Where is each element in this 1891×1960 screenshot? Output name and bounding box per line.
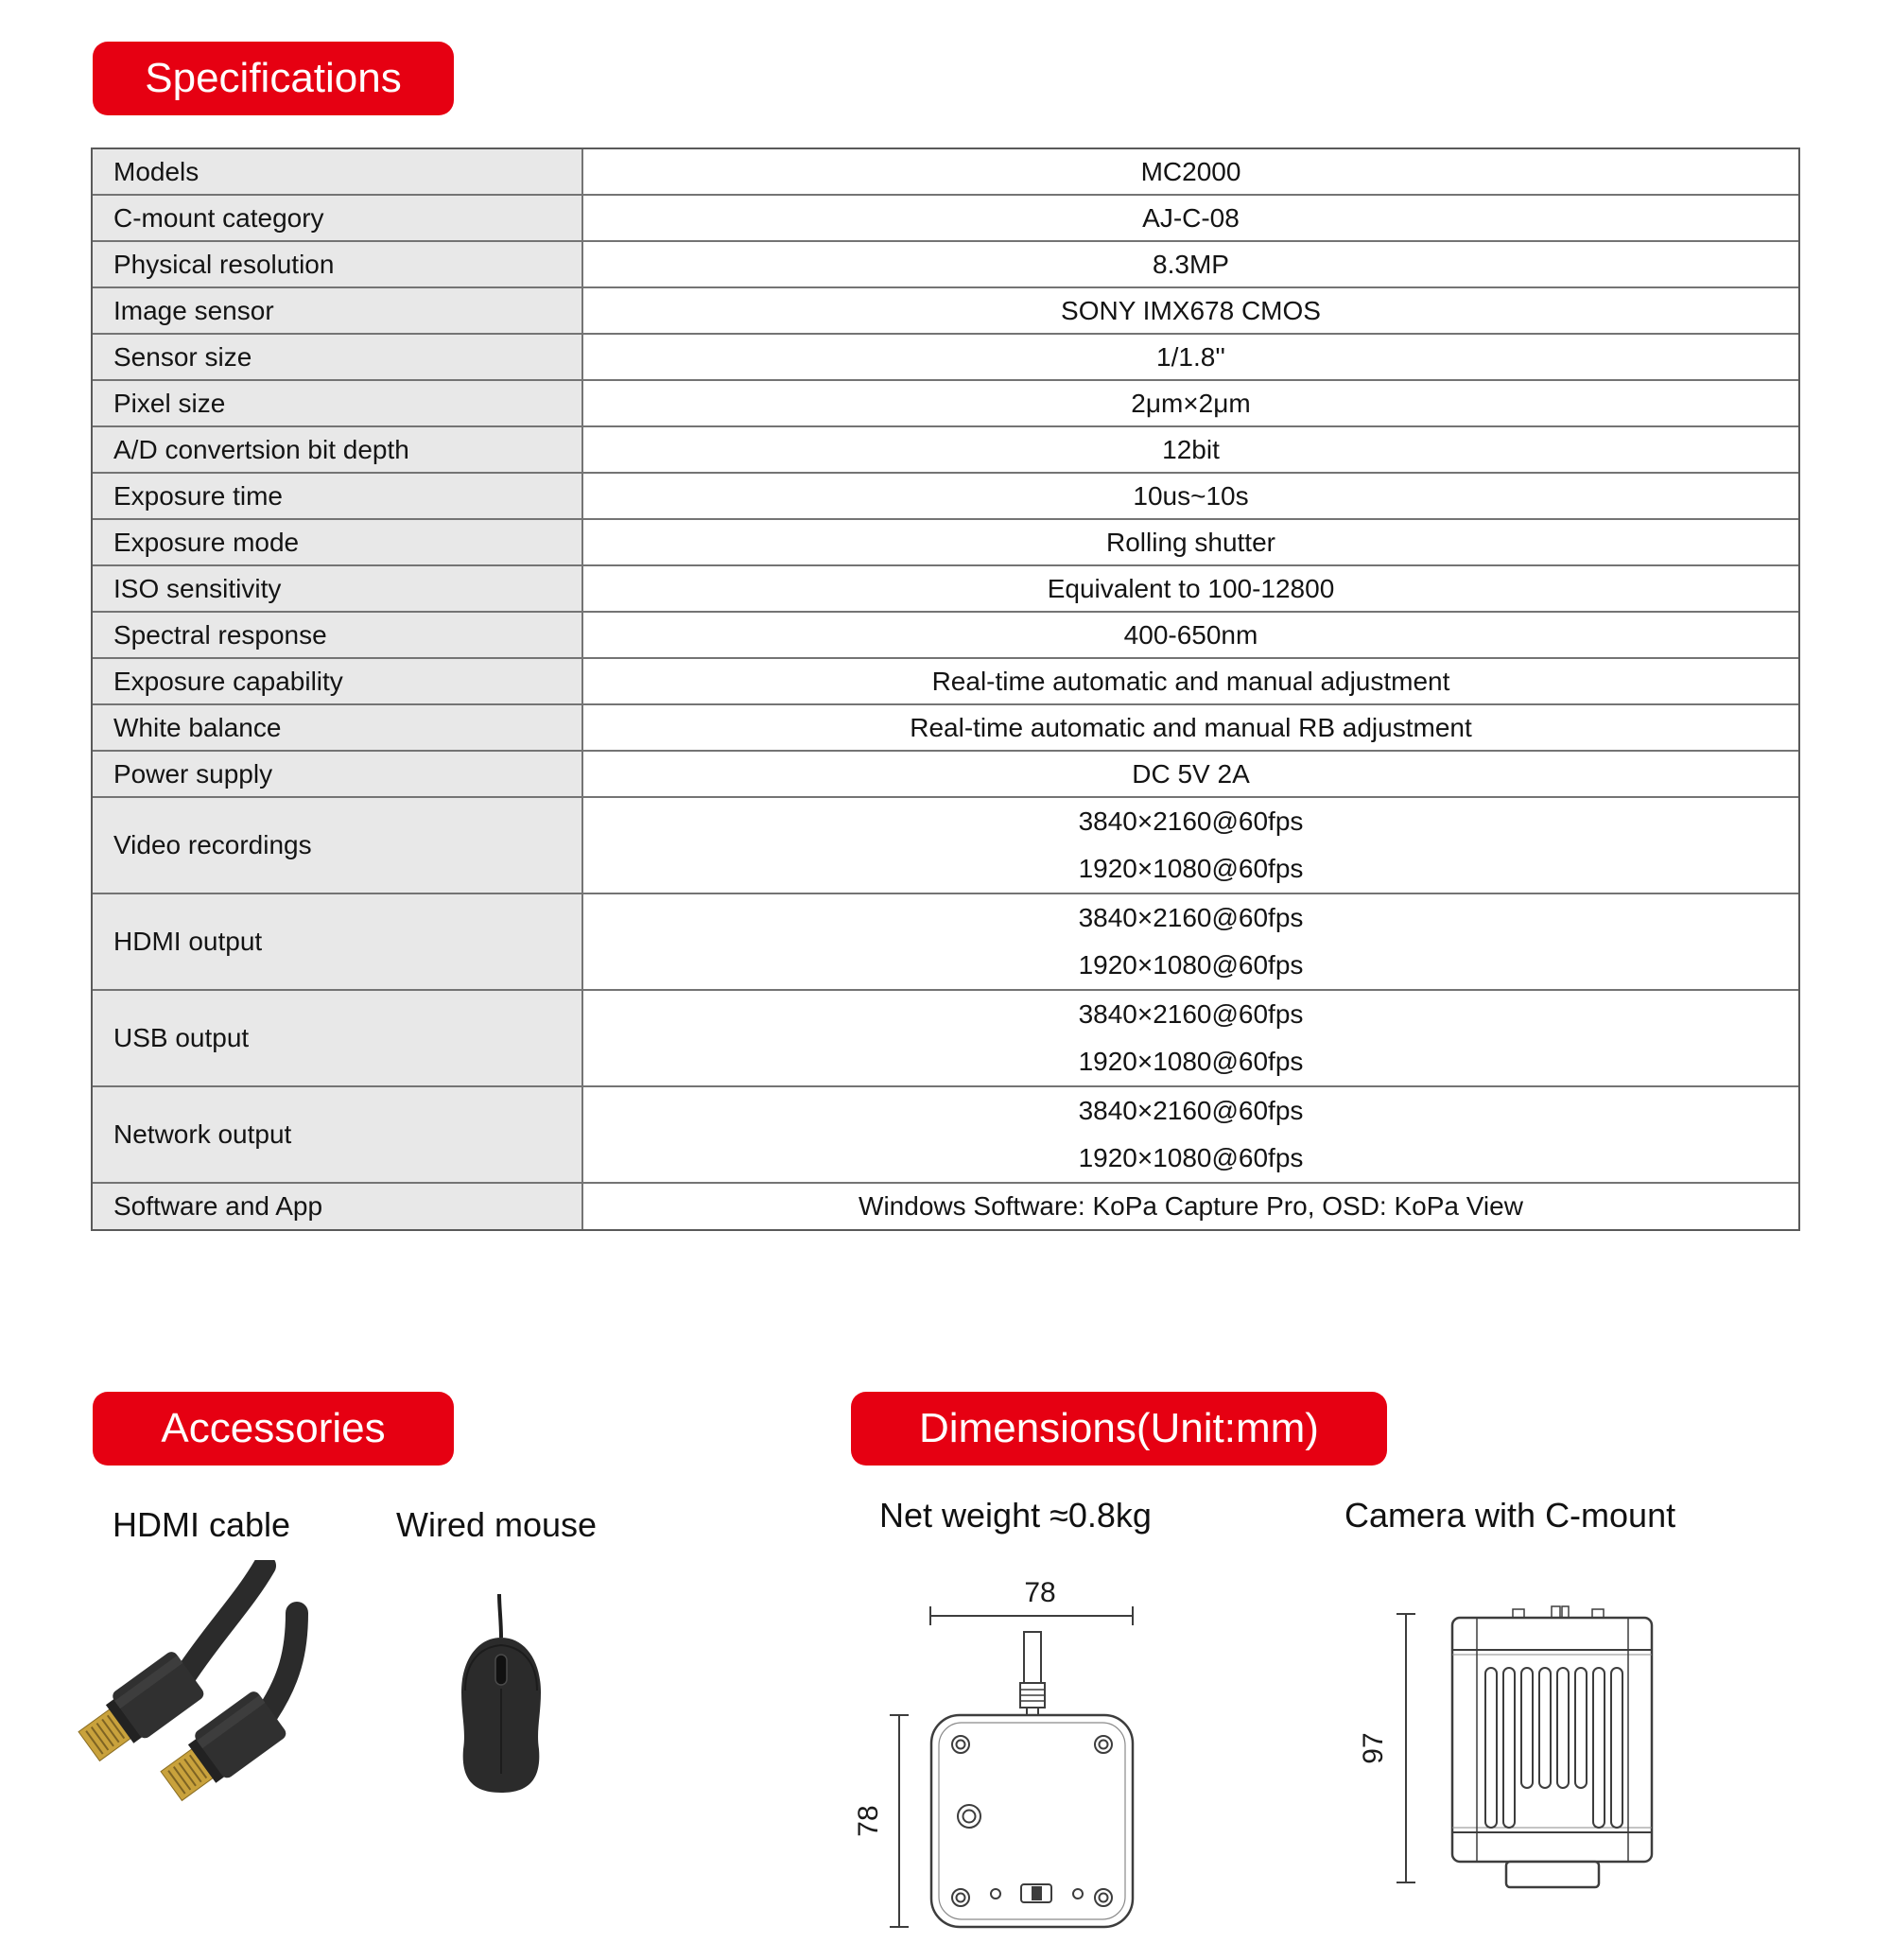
spec-value-line: Real-time automatic and manual RB adjustment [910, 712, 1472, 742]
spec-value [583, 894, 1798, 989]
spec-value [583, 474, 1798, 518]
spec-row [93, 474, 1798, 520]
spec-row [93, 894, 1798, 991]
spec-label: HDMI output [93, 894, 583, 989]
hdmi-cable-image [76, 1560, 312, 1806]
spec-value [583, 705, 1798, 750]
specifications-table [91, 147, 1800, 1231]
spec-value-line: Windows Software: KoPa Capture Pro, OSD: KoPa View [859, 1191, 1523, 1221]
spec-value-line: 1920×1080@60fps [1078, 1047, 1304, 1076]
spec-row [93, 705, 1798, 752]
spec-value [583, 798, 1798, 893]
spec-value-line: 1/1.8'' [1156, 341, 1225, 372]
spec-label: Exposure mode [93, 520, 583, 564]
spec-value [583, 149, 1798, 194]
camera-side-view-drawing [1352, 1560, 1664, 1938]
spec-value [583, 566, 1798, 611]
spec-label: USB output [93, 991, 583, 1085]
spec-value [583, 752, 1798, 796]
spec-row [93, 196, 1798, 242]
spec-label: Exposure time [93, 474, 583, 518]
spec-value [583, 613, 1798, 657]
spec-row [93, 798, 1798, 894]
spec-label: Pixel size [93, 381, 583, 425]
top-view-width-dim: 78 [1024, 1577, 1056, 1608]
dimensions-section-title: Dimensions(Unit:mm) [851, 1392, 1387, 1466]
accessories-section-title: Accessories [93, 1392, 454, 1466]
spec-label: Models [93, 149, 583, 194]
spec-value-line: 3840×2160@60fps [1078, 1096, 1304, 1125]
spec-value-line: 3840×2160@60fps [1078, 807, 1304, 836]
spec-value [583, 991, 1798, 1085]
spec-value [583, 427, 1798, 472]
spec-value-line: AJ-C-08 [1142, 202, 1240, 233]
spec-label: White balance [93, 705, 583, 750]
spec-value-line: Real-time automatic and manual adjustment [931, 666, 1450, 696]
spec-label: Spectral response [93, 613, 583, 657]
spec-value-line: 400-650nm [1123, 619, 1258, 650]
spec-value-line: 1920×1080@60fps [1078, 854, 1304, 883]
spec-value [583, 335, 1798, 379]
top-view-height-dim: 78 [853, 1805, 884, 1837]
spec-label: C-mount category [93, 196, 583, 240]
spec-value-line: MC2000 [1140, 156, 1241, 186]
spec-value [583, 659, 1798, 703]
camera-with-cmount-label: Camera with C-mount [1345, 1496, 1676, 1535]
spec-value [583, 1087, 1798, 1182]
spec-value-line: 2μm×2μm [1131, 388, 1251, 418]
spec-label: Exposure capability [93, 659, 583, 703]
spec-value-line: 1920×1080@60fps [1078, 950, 1304, 980]
side-view-height-dim: 97 [1358, 1732, 1389, 1764]
spec-label: Network output [93, 1087, 583, 1182]
spec-row [93, 1087, 1798, 1184]
spec-label: Software and App [93, 1184, 583, 1229]
spec-value-line: 12bit [1162, 434, 1220, 464]
spec-row [93, 149, 1798, 196]
spec-value [583, 381, 1798, 425]
spec-row [93, 566, 1798, 613]
spec-row [93, 991, 1798, 1087]
mouse-scroll-wheel [495, 1655, 507, 1685]
spec-label: Sensor size [93, 335, 583, 379]
spec-label: Image sensor [93, 288, 583, 333]
spec-row [93, 288, 1798, 335]
spec-value [583, 288, 1798, 333]
spec-row [93, 427, 1798, 474]
spec-value-line: 8.3MP [1153, 249, 1229, 279]
spec-value-line: DC 5V 2A [1132, 758, 1250, 789]
spec-row [93, 1184, 1798, 1229]
wired-mouse-image [444, 1574, 558, 1806]
spec-value-line: Rolling shutter [1106, 527, 1275, 557]
spec-value-line: 1920×1080@60fps [1078, 1143, 1304, 1172]
spec-label: A/D convertsion bit depth [93, 427, 583, 472]
specifications-section-title: Specifications [93, 42, 454, 115]
spec-label: Video recordings [93, 798, 583, 893]
spec-value-line: SONY IMX678 CMOS [1061, 295, 1321, 325]
spec-row [93, 335, 1798, 381]
spec-value-line: Equivalent to 100-12800 [1047, 573, 1335, 603]
spec-row [93, 242, 1798, 288]
spec-row [93, 752, 1798, 798]
wired-mouse-label: Wired mouse [396, 1505, 598, 1544]
spec-label: Physical resolution [93, 242, 583, 286]
spec-row [93, 613, 1798, 659]
spec-value [583, 520, 1798, 564]
spec-value-line: 3840×2160@60fps [1078, 903, 1304, 932]
spec-value-line: 3840×2160@60fps [1078, 999, 1304, 1029]
hdmi-cable-label: HDMI cable [113, 1505, 291, 1544]
spec-label: Power supply [93, 752, 583, 796]
spec-row [93, 381, 1798, 427]
spec-row [93, 659, 1798, 705]
net-weight-label: Net weight ≈0.8kg [879, 1496, 1152, 1535]
spec-value [583, 242, 1798, 286]
spec-value [583, 196, 1798, 240]
spec-label: ISO sensitivity [93, 566, 583, 611]
camera-top-view-drawing [846, 1560, 1149, 1938]
spec-row [93, 520, 1798, 566]
spec-value [583, 1184, 1798, 1229]
spec-value-line: 10us~10s [1133, 480, 1249, 511]
